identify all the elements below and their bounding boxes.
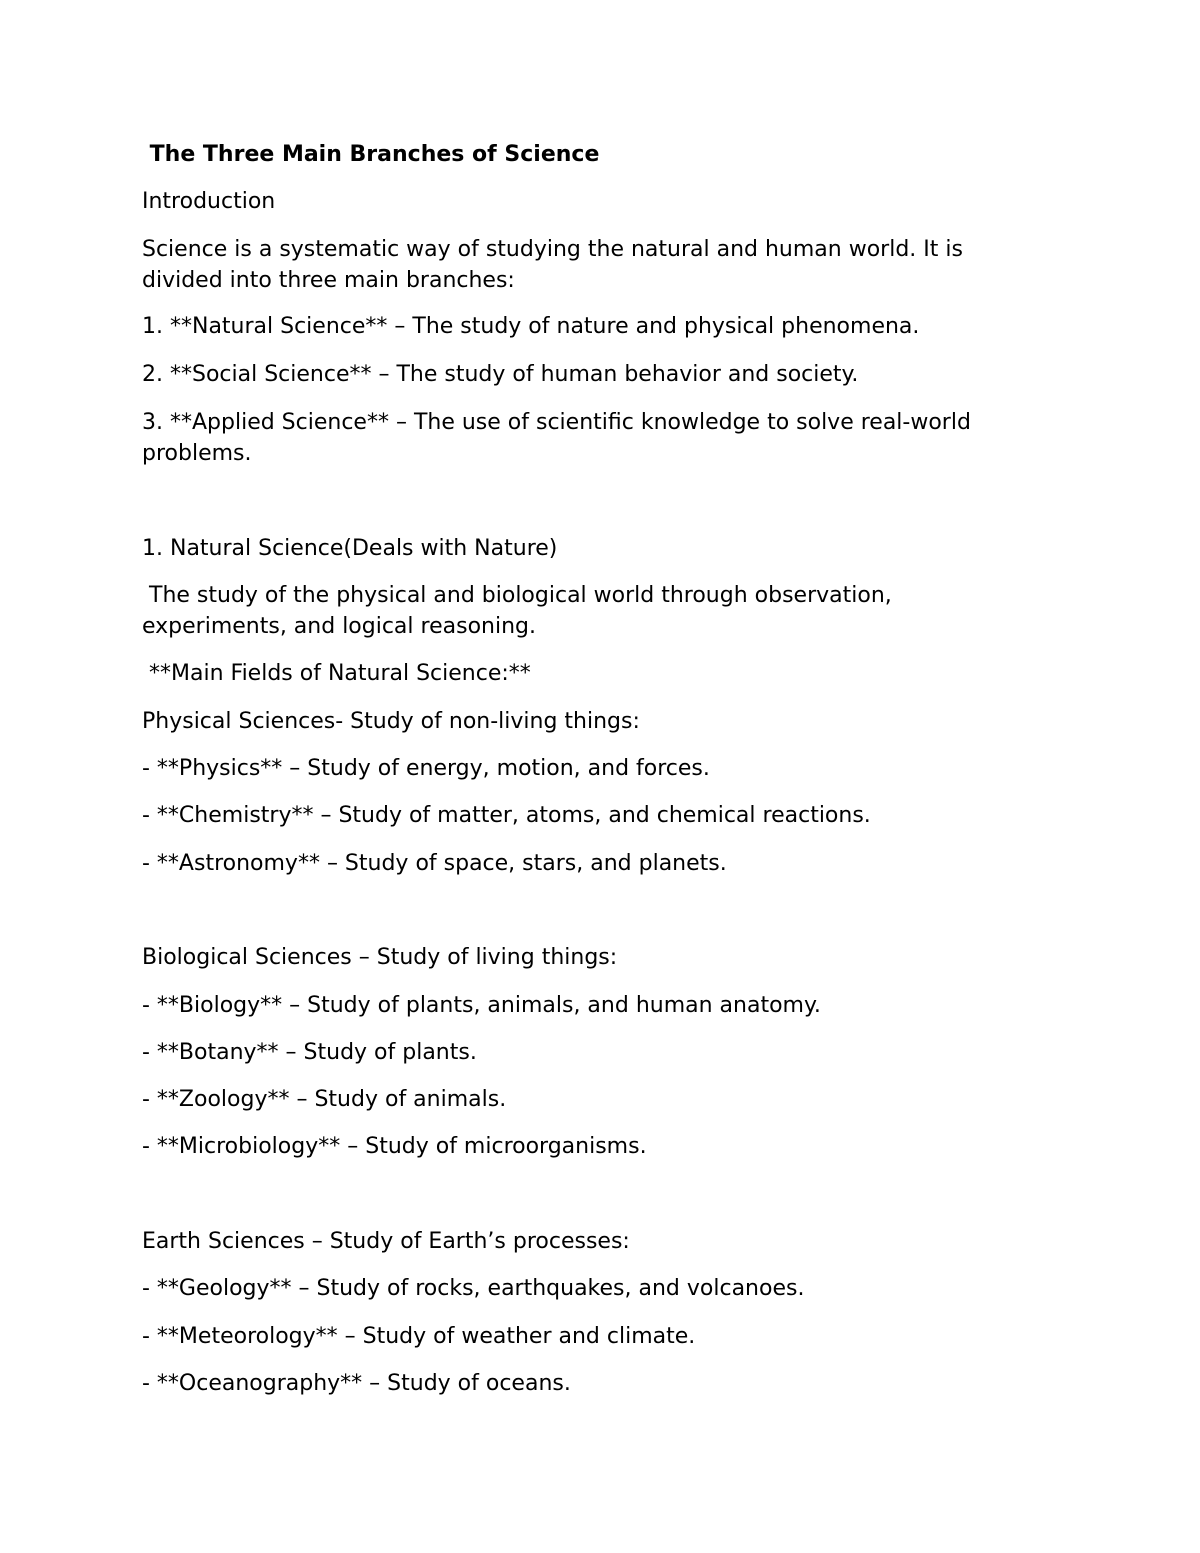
intro-paragraph: Science is a systematic way of studying the natural and human world. It is divided into three main branches: (142, 237, 970, 293)
natural-science-definition: The study of the physical and biological world through observation, experiments, and logical reasoning. (142, 583, 899, 639)
list-item: - **Botany** – Study of plants. (142, 1040, 477, 1065)
document-title: The Three Main Branches of Science (142, 142, 600, 167)
list-item: - **Chemistry** – Study of matter, atoms, and chemical reactions. (142, 803, 871, 828)
list-item: - **Meteorology** – Study of weather and climate. (142, 1324, 696, 1349)
list-item: - **Zoology** – Study of animals. (142, 1087, 507, 1112)
branch-item: 3. **Applied Science** – The use of scientific knowledge to solve real-world problems. (142, 410, 978, 466)
list-item: - **Biology** – Study of plants, animals, and human anatomy. (142, 993, 821, 1018)
biological-sciences-heading: Biological Sciences – Study of living things: (142, 945, 618, 970)
list-item: - **Geology** – Study of rocks, earthquakes, and volcanoes. (142, 1276, 805, 1301)
list-item: - **Astronomy** – Study of space, stars, and planets. (142, 851, 727, 876)
physical-sciences-heading: Physical Sciences- Study of non-living things: (142, 709, 640, 734)
section-heading-natural-science: 1. Natural Science(Deals with Nature) (142, 536, 558, 561)
list-item: - **Oceanography** – Study of oceans. (142, 1371, 571, 1396)
list-item: - **Physics** – Study of energy, motion, and forces. (142, 756, 710, 781)
branch-item: 2. **Social Science** – The study of human behavior and society. (142, 362, 859, 387)
main-fields-heading: **Main Fields of Natural Science:** (142, 661, 531, 686)
list-item: - **Microbiology** – Study of microorganisms. (142, 1134, 647, 1159)
branch-item: 1. **Natural Science** – The study of nature and physical phenomena. (142, 314, 920, 339)
intro-heading: Introduction (142, 189, 276, 214)
earth-sciences-heading: Earth Sciences – Study of Earth’s processes: (142, 1229, 630, 1254)
